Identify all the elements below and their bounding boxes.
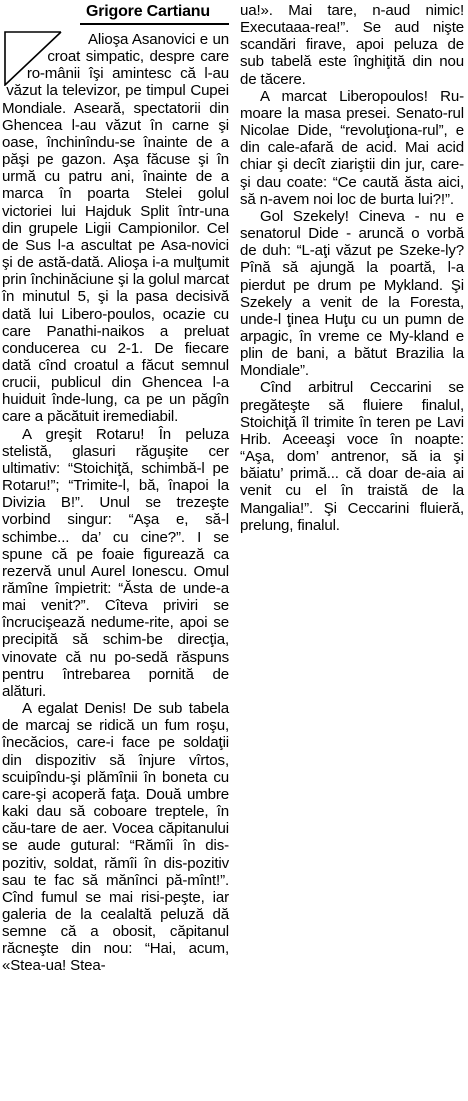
paragraph-3: A egalat Denis! De sub tabela de marcaj se ridică un fum roşu, înecăcios, care-i face pe soldaţii din dispozitiv să înjure vîrtos, scuipîndu-şi plămînii în boneta cu care-şi acoperă faţa. Două umbre kaki dau să coboare treptele, în cău-tare de aer. Vocea căpitanului se aude gutural: “Rămîi în dis-pozitiv, soldat, rămîi în dis-pozitiv sau te fac să mănînci pă-mînt!”. Cînd fumul se mai risi-peşte, iar galeria de la cealaltă peluză dă semne că a obosit, căpitanul răcneşte din nou: “Hai, acum, «Stea-ua! Stea- (2, 700, 229, 975)
paragraph-3-continued: ua!». Mai tare, n-aud nimic! Executaaa-rea!”. Se aud nişte scandări firave, apoi peluza de sub tabelă este înghiţită din nou de tăcere. (240, 2, 464, 88)
byline (2, 2, 229, 31)
byline-rule (80, 23, 229, 25)
paragraph-1: Alioşa Asanovici e un croat simpatic, despre care ro-mânii îşi amintesc că l-au văzut la televizor, pe timpul Cupei Mondiale. Aseară, spectatorii din Ghencea l-au văzut în carne şi oase, închinîndu-se înainte de a păşi pe gazon. Aşa făcuse şi în urmă cu patru ani, înainte de a marca în poarta Stelei golul victoriei lui Hajduk Split într-una din grupele Ligii Campionilor. Cel de Sus l-a ascultat pe Asa-novici şi de astă-dată. Alioşa i-a mulţumit prin închinăciune şi la golul marcat în minutul 5, şi la pasa decisivă dată lui Libero-poulos, ocazie cu care Panathi-naikos a preluat conducerea cu 2-1. De fiecare dată cînd croatul a făcut semnul crucii, publicul din Ghencea l-a huiduit înde-lung, ca pe un păgîn care a păcătuit iremediabil. (2, 31, 229, 426)
paragraph-2: A greşit Rotaru! În peluza stelistă, glasuri răguşite cer ultimativ: “Stoichiţă, schimbă-l pe Rotaru!”; “Trimite-l, bă, înapoi la Divizia B!”. Unul se trezeşte vorbind singur: “Aşa e, să-l schimbe... da’ cu cine?”. I se spune că pe foaie figurează ca rezervă unul Aurel Ionescu. Omul rămîne împietrit: “Ăsta de unde-a mai venit?”. Cîteva priviri se încrucişează nedume-rite, apoi se precipită să schim-be direcţia, vinovate că nu po-sedă răspuns pentru întrebarea pornită de alături. (2, 425, 229, 700)
right-column (240, 2, 464, 534)
paragraph-6: Cînd arbitrul Ceccarini se pregăteşte să fluiere finalul, Stoichiţă îl trimite în teren pe Lavi Hrib. Aceeaşi voce în noapte: “Aşa, dom’ antrenor, să ia şi băiatu’ primă... că doar de-aia ai venit cu el în traistă de la Mangalia!”. Şi Ceccarini fluieră, prelung, finalul. (240, 379, 464, 534)
paragraph-4: A marcat Liberopoulos! Ru-moare la masa presei. Senato-rul Nicolae Dide, “revoluţiona-rul”, e din cale-afară de acid. Mai acid chiar şi decît ziariştii din jur, care-şi dau coate: “Ce caută ăsta aici, să n-avem noi loc de burta lui?!”. (240, 87, 464, 208)
left-column (2, 2, 229, 975)
paragraph-5: Gol Szekely! Cineva - nu e senatorul Dide - aruncă o vorbă de duh: “L-aţi văzut pe Szeke-ly? Pînă să ajungă la poartă, l-a pierdut pe drum pe Mykland. Şi Szekely a venit de la Foresta, unde-l ţinea Huţu cu un pumn de arpagic, în vreme ce My-kland e plin de bani, a bătut Brazilia la Mondiale”. (240, 207, 464, 380)
author-name: Grigore Cartianu (86, 3, 210, 20)
